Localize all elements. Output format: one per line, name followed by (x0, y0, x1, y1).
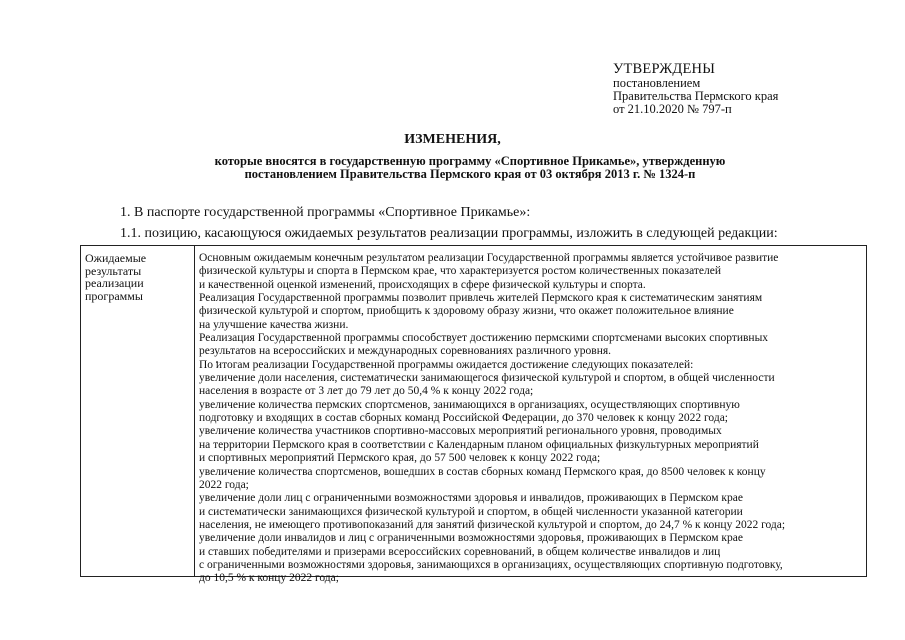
approval-line: постановлением (613, 76, 701, 90)
label-line: Ожидаемые (85, 251, 147, 265)
subtitle-line: постановлением Правительства Пермского края от 03 октября 2013 г. № 1324-п (244, 167, 696, 181)
content-line: до 10,5 % к концу 2022 года; (199, 572, 339, 585)
content-line: физической культуры и спорта в Пермском крае, что характеризуется ростом количественных показателей (199, 265, 722, 278)
paragraph-1: 1. В паспорте государственной программы «Спортивное Прикамье»: (120, 205, 531, 220)
approval-line: Правительства Пермского края (613, 89, 779, 103)
approval-stamp (613, 61, 778, 116)
content-line: и ставших победителями и призерами всероссийских соревнований, в общем количестве инвалидов и лиц (199, 545, 721, 558)
content-line: с ограниченными возможностями здоровья, занимающихся в организациях, осуществляющих спортивную подготовку, (199, 558, 783, 571)
content-line: на территории Пермского края в соответствии с Календарным планом официальных физкультурных мероприятий (199, 438, 759, 451)
content-line: увеличение количества пермских спортсменов, занимающихся в организациях, осуществляющих спортивную (199, 398, 740, 411)
label-line: программы (85, 288, 143, 303)
document-title: ИЗМЕНЕНИЯ, (404, 132, 501, 147)
content-line: увеличение доли инвалидов и лиц с ограниченными возможностями здоровья, проживающих в Пермском крае (199, 532, 743, 545)
content-line: физической культурой и спортом, приобщить к здоровому образу жизни, что окажет положительное влияние (199, 305, 734, 318)
content-line: подготовку и входящих в состав сборных команд Российской Федерации, до 370 человек к концу 2022 года; (199, 412, 729, 425)
content-line: Реализация Государственной программы способствует достижению пермскими спортсменами высоких спортивных (199, 332, 769, 345)
table-content-cell (199, 252, 865, 586)
content-line: Реализация Государственной программы позволит привлечь жителей Пермского края к систематическим занятиям (199, 292, 763, 305)
content-line: на улучшение качества жизни. (199, 318, 349, 331)
content-line: увеличение доли населения, систематически занимающегося физической культурой и спортом, в общей численности (199, 372, 775, 385)
content-line: населения в возрасте от 3 лет до 79 лет до 50,4 % к концу 2022 года; (199, 385, 534, 398)
content-line: результатов на всероссийских и международных соревнованиях различного уровня. (199, 345, 612, 358)
content-line: населения, не имеющего противопоказаний для занятий физической культурой и спортом, до 24,7 % к концу 2022 года; (199, 518, 786, 531)
table-label-cell (85, 252, 185, 302)
content-line: увеличение доли лиц с ограниченными возможностями здоровья и инвалидов, проживающих в Пермском крае (199, 492, 743, 505)
content-line: увеличение количества спортсменов, вошедших в состав сборных команд Пермского края, до 8500 человек к концу (199, 465, 766, 478)
content-line: увеличение количества участников спортивно-массовых мероприятий регионального уровня, проводимых (199, 425, 722, 438)
content-line: Основным ожидаемым конечным результатом реализации Государственной программы является устойчивое развитие (199, 252, 779, 264)
content-line: 2022 года; (199, 478, 249, 491)
content-line: и систематически занимающихся физической культурой и спортом, в общей численности указанной категории (199, 505, 743, 518)
label-line: результаты (85, 263, 142, 278)
document-subtitle (140, 155, 800, 181)
paragraph-1-1: 1.1. позицию, касающуюся ожидаемых результатов реализации программы, изложить в следующей редакции: (120, 226, 778, 241)
content-line: и спортивных мероприятий Пермского края, до 57 500 человек к концу 2022 года; (199, 452, 601, 465)
content-line: По итогам реализации Государственной программы ожидается достижение следующих показателей: (199, 358, 694, 371)
results-table (80, 245, 867, 585)
content-line: и качественной оценкой изменений, происходящих в сфере физической культуры и спорта. (199, 278, 646, 291)
approval-heading: УТВЕРЖДЕНЫ (613, 61, 716, 77)
subtitle-line: которые вносятся в государственную программу «Спортивное Прикамье», утвержденную (214, 154, 726, 168)
approval-line: от 21.10.2020 № 797-п (613, 102, 732, 116)
column-divider (194, 246, 195, 576)
label-line: реализации (85, 276, 144, 290)
